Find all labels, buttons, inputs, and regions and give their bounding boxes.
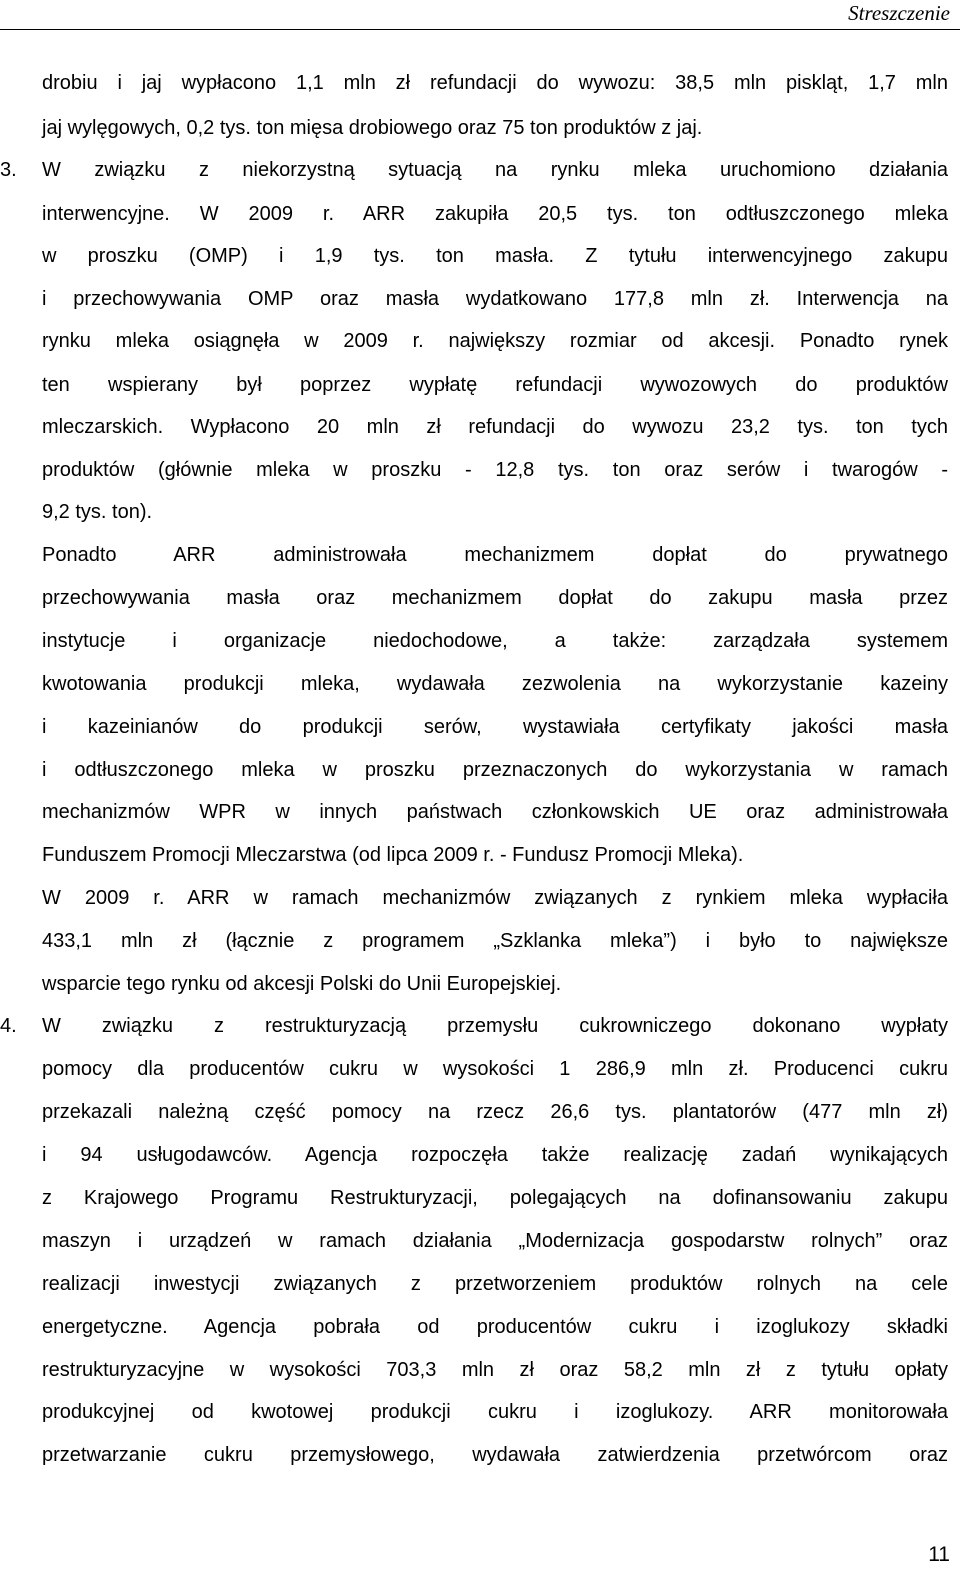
- text-line: przekazali należną część pomocy na rzecz 26,6 tys. plantatorów (477 mln zł): [42, 1101, 948, 1123]
- text-line: W związku z niekorzystną sytuacją na rynku mleka uruchomiono działania: [42, 159, 948, 181]
- text-line: W 2009 r. ARR w ramach mechanizmów związanych z rynkiem mleka wypłaciła: [42, 887, 948, 909]
- text-line: z Krajowego Programu Restrukturyzacji, polegających na dofinansowaniu zakupu: [42, 1187, 948, 1209]
- text-line: kwotowania produkcji mleka, wydawała zezwolenia na wykorzystanie kazeiny: [42, 673, 948, 695]
- text-line: maszyn i urządzeń w ramach działania „Modernizacja gospodarstw rolnych” oraz: [42, 1230, 948, 1252]
- page-number: 11: [928, 1543, 950, 1566]
- text-line: 9,2 tys. ton).: [42, 501, 153, 523]
- text-line: energetyczne. Agencja pobrała od producentów cukru i izoglukozy składki: [42, 1316, 948, 1338]
- text-line: jaj wylęgowych, 0,2 tys. ton mięsa drobiowego oraz 75 ton produktów z jaj.: [42, 117, 703, 139]
- text-line: realizacji inwestycji związanych z przetworzeniem produktów rolnych na cele: [42, 1273, 948, 1295]
- text-line: mleczarskich. Wypłacono 20 mln zł refundacji do wywozu 23,2 tys. ton tych: [42, 416, 948, 438]
- text-line: mechanizmów WPR w innych państwach członkowskich UE oraz administrowała: [42, 801, 948, 823]
- list-number: 4.: [0, 1015, 17, 1037]
- text-line: W związku z restrukturyzacją przemysłu cukrowniczego dokonano wypłaty: [42, 1015, 948, 1037]
- list-number: 3.: [0, 159, 17, 181]
- text-line: i kazeinianów do produkcji serów, wystawiała certyfikaty jakości masła: [42, 716, 948, 738]
- text-line: rynku mleka osiągnęła w 2009 r. największy rozmiar od akcesji. Ponadto rynek: [42, 330, 948, 352]
- text-line: przetwarzanie cukru przemysłowego, wydawała zatwierdzenia przetwórcom oraz: [42, 1444, 948, 1466]
- text-line: wsparcie tego rynku od akcesji Polski do Unii Europejskiej.: [42, 973, 562, 995]
- text-line: Funduszem Promocji Mleczarstwa (od lipca 2009 r. - Fundusz Promocji Mleka).: [42, 844, 744, 866]
- running-header: Streszczenie: [848, 1, 950, 25]
- text-line: interwencyjne. W 2009 r. ARR zakupiła 20,5 tys. ton odtłuszczonego mleka: [42, 203, 948, 225]
- text-line: przechowywania masła oraz mechanizmem dopłat do zakupu masła przez: [42, 587, 948, 609]
- text-line: produktów (głównie mleka w proszku - 12,8 tys. ton oraz serów i twarogów -: [42, 459, 948, 481]
- header-divider: [0, 29, 960, 30]
- text-line: instytucje i organizacje niedochodowe, a także: zarządzała systemem: [42, 630, 948, 652]
- text-line: i 94 usługodawców. Agencja rozpoczęła także realizację zadań wynikających: [42, 1144, 948, 1166]
- text-line: produkcyjnej od kwotowej produkcji cukru i izoglukozy. ARR monitorowała: [42, 1401, 948, 1423]
- text-line: i odtłuszczonego mleka w proszku przeznaczonych do wykorzystania w ramach: [42, 759, 948, 781]
- text-line: Ponadto ARR administrowała mechanizmem dopłat do prywatnego: [42, 544, 948, 566]
- text-line: restrukturyzacyjne w wysokości 703,3 mln zł oraz 58,2 mln zł z tytułu opłaty: [42, 1359, 948, 1381]
- text-line: w proszku (OMP) i 1,9 tys. ton masła. Z tytułu interwencyjnego zakupu: [42, 245, 948, 267]
- text-line: 433,1 mln zł (łącznie z programem „Szklanka mleka”) i było to największe: [42, 930, 948, 952]
- text-line: ten wspierany był poprzez wypłatę refundacji wywozowych do produktów: [42, 374, 948, 396]
- text-line: i przechowywania OMP oraz masła wydatkowano 177,8 mln zł. Interwencja na: [42, 288, 948, 310]
- text-line: pomocy dla producentów cukru w wysokości 1 286,9 mln zł. Producenci cukru: [42, 1058, 948, 1080]
- text-line: drobiu i jaj wypłacono 1,1 mln zł refundacji do wywozu: 38,5 mln piskląt, 1,7 mln: [42, 72, 948, 94]
